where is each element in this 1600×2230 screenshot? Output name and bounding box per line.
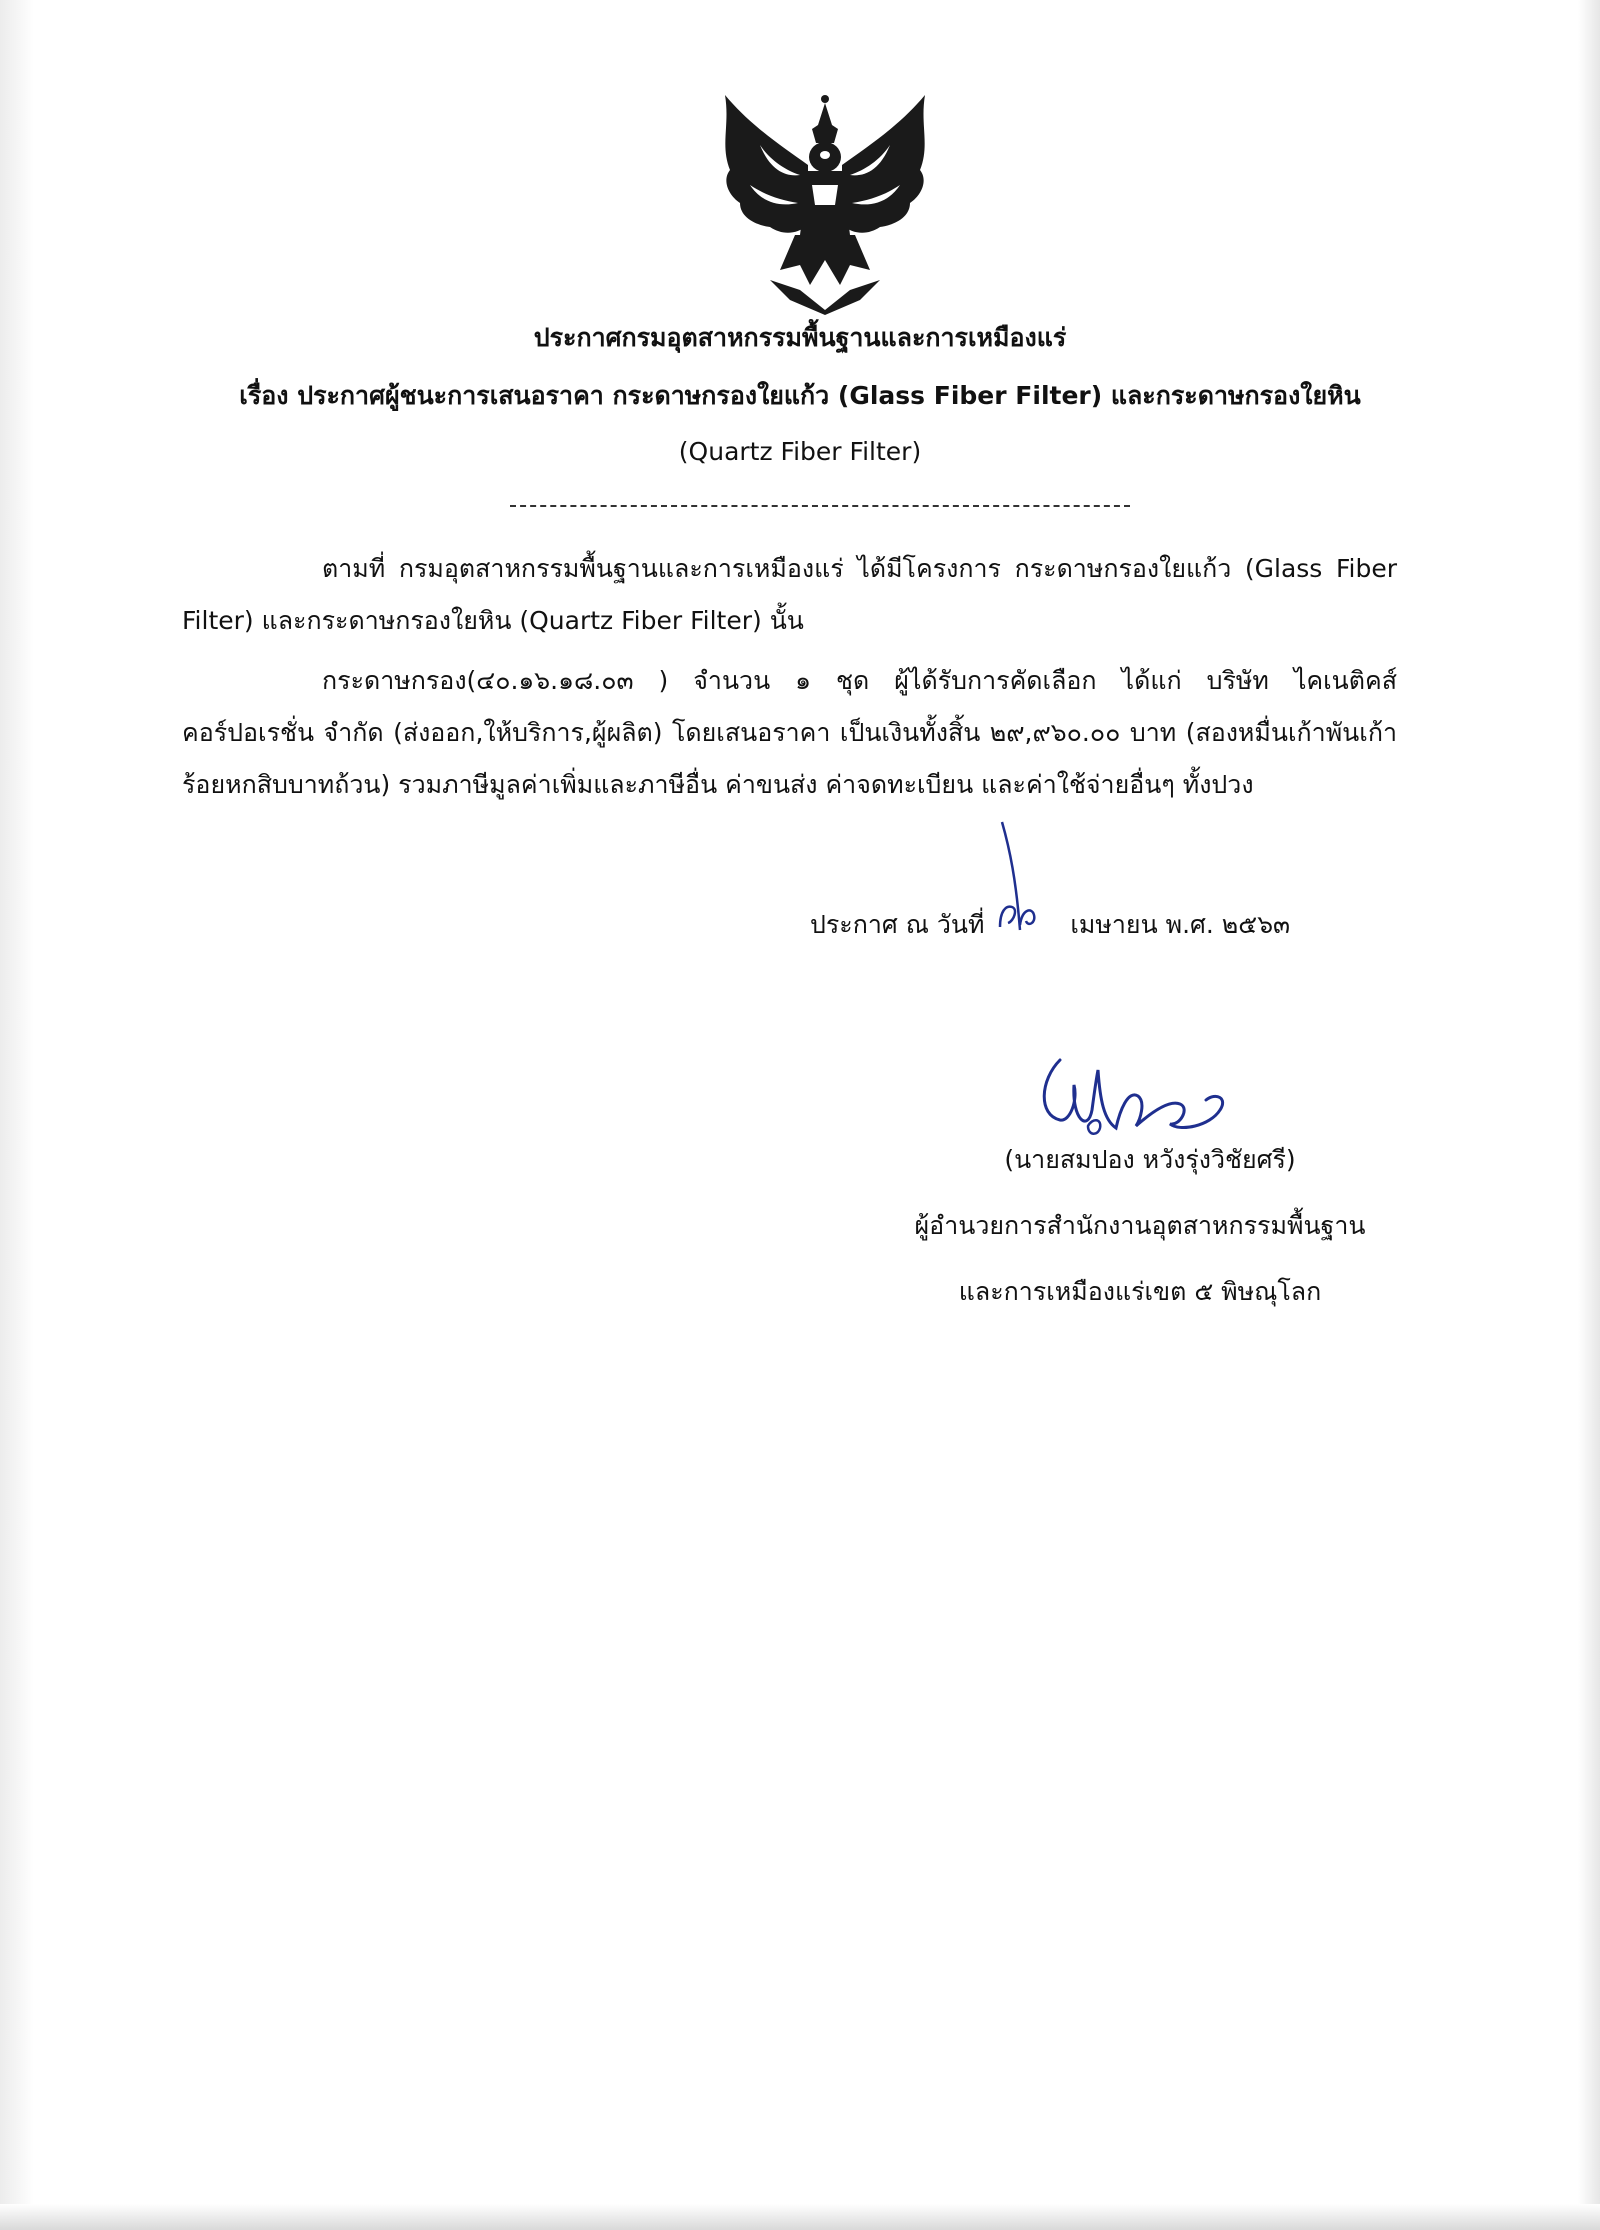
announcement-date-suffix: เมษายน พ.ศ. ๒๕๖๓ <box>1070 910 1291 939</box>
scan-edge-bottom <box>0 2204 1600 2230</box>
title-divider <box>510 505 1130 507</box>
announcement-title: ประกาศกรมอุตสาหกรรมพื้นฐานและการเหมืองแร่ <box>533 323 1067 352</box>
scan-edge-left <box>0 0 34 2230</box>
scan-edge-right <box>1578 0 1600 2230</box>
body-paragraph-2: กระดาษกรอง(๔๐.๑๖.๑๘.๐๓ ) จำนวน ๑ ชุด ผู้ได้รับการคัดเลือก ได้แก่ บริษัท ไคเนติคส์ คอร์ปอเรชั่น จำกัด (ส่งออก,ให้บริการ,ผู้ผลิต) โดยเสนอราคา เป็นเงินทั้งสิ้น ๒๙,๙๖๐.๐๐ บาท (สองหมื่นเก้าพันเก้าร้อยหกสิบบาทถ้วน) รวมภาษีมูลค่าเพิ่มและภาษีอื่น ค่าขนส่ง ค่าจดทะเบียน และค่าใช้จ่ายอื่นๆ ทั้งปวง <box>182 666 1397 799</box>
announcement-subject-continued: (Quartz Fiber Filter) <box>678 437 922 466</box>
garuda-emblem-icon <box>700 85 950 315</box>
pen-stroke-icon <box>1000 820 1070 940</box>
signer-position: ผู้อำนวยการสำนักงานอุตสาหกรรมพื้นฐาน <box>914 1211 1366 1240</box>
signer-name: (นายสมปอง หวังรุ่งวิชัยศรี) <box>1004 1145 1296 1174</box>
announcement-date <box>810 897 1410 945</box>
signer-position-continued: และการเหมืองแร่เขต ๕ พิษณุโลก <box>958 1277 1322 1306</box>
announcement-subject: เรื่อง ประกาศผู้ชนะการเสนอราคา กระดาษกรองใยแก้ว (Glass Fiber Filter) และกระดาษกรองใยหิน <box>239 381 1361 410</box>
announcement-date-prefix: ประกาศ ณ วันที่ <box>810 910 985 939</box>
body-paragraph-1: ตามที่ กรมอุตสาหกรรมพื้นฐานและการเหมืองแร่ ได้มีโครงการ กระดาษกรองใยแก้ว (Glass Fiber Filter) และกระดาษกรองใยหิน (Quartz Fiber Filter) นั้น <box>182 554 1397 635</box>
